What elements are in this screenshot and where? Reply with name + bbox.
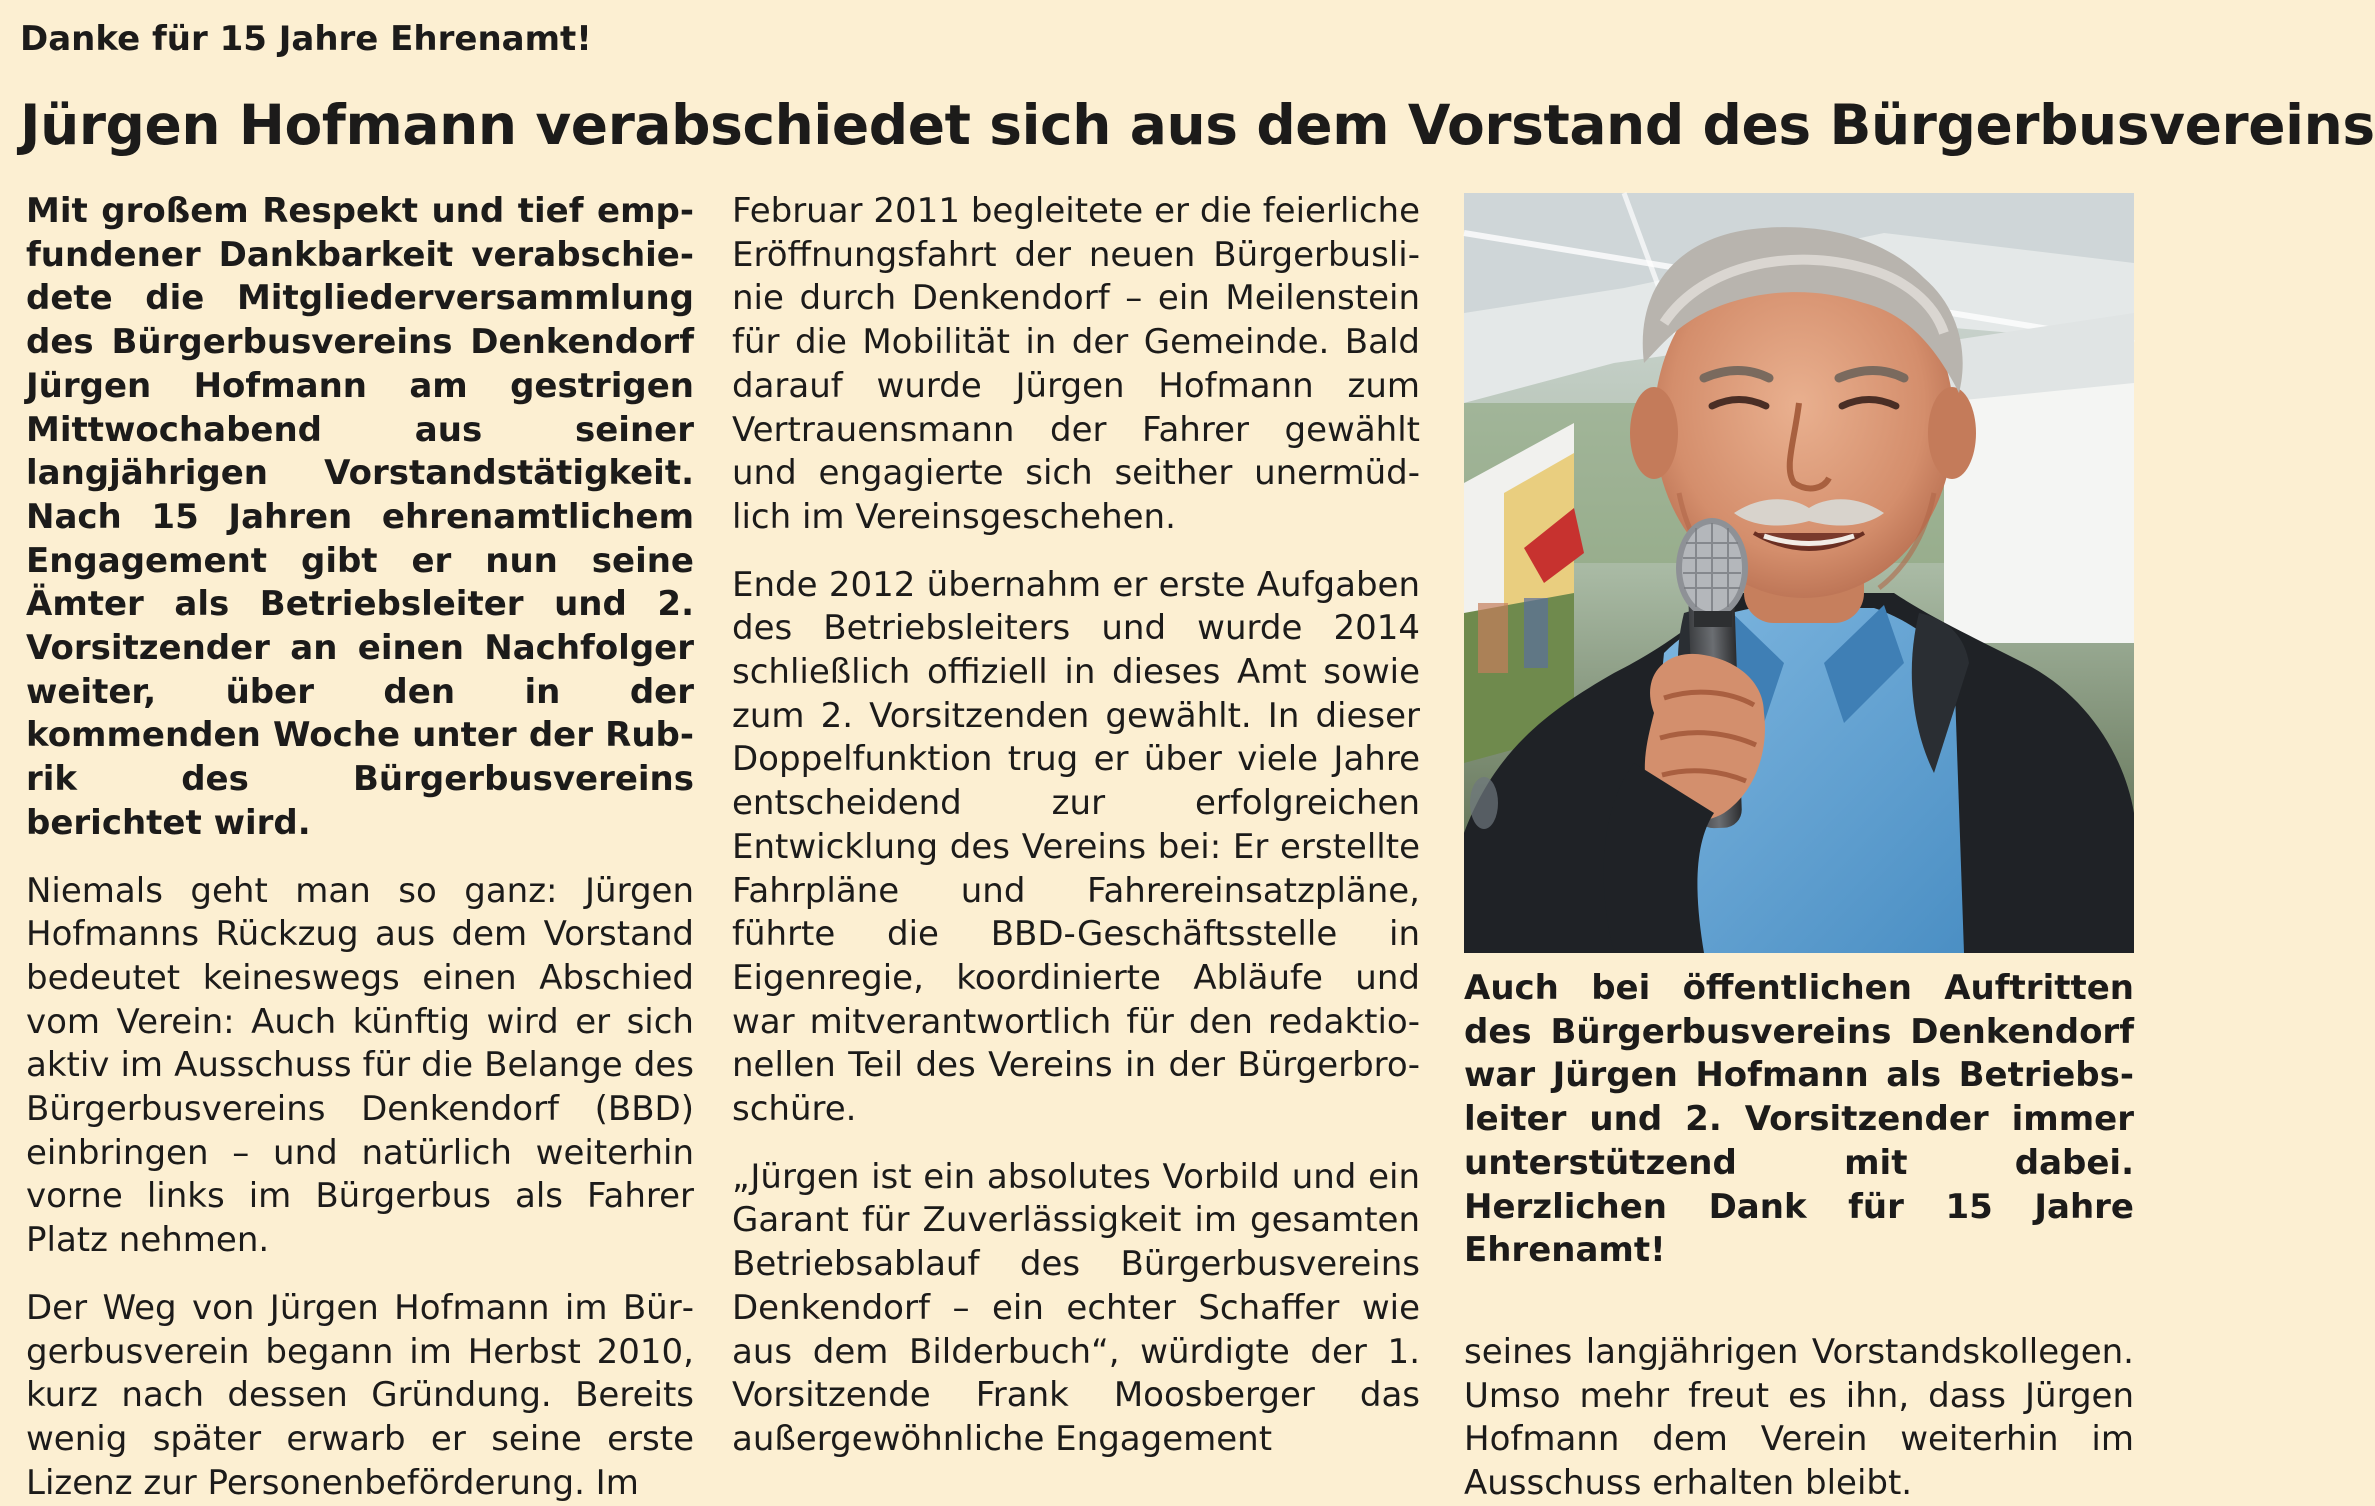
article-paragraph-4b: seines langjährigen Vorstandskollegen. Umso mehr freut es ihn, dass Jürgen Hofmann dem Verein weiterhin im Ausschuss erhalten bleibt. bbox=[1464, 1331, 2134, 1504]
article-kicker: Danke für 15 Jahre Ehrenamt! bbox=[20, 19, 592, 59]
article-column-3 bbox=[1464, 190, 2134, 1506]
portrait-photo bbox=[1464, 193, 2134, 953]
article-paragraph-1: Niemals geht man so ganz: Jürgen Hofmanns Rückzug aus dem Vorstand bedeutet keineswegs einen Abschied vom Verein: Auch künftig wird er sich aktiv im Ausschuss für die Belange des Bürgerbusvereins Denkendorf (BBD) einbringen – und natürlich weiterhin vorne links im Bürgerbus als Fahrer Platz nehmen. bbox=[26, 870, 694, 1261]
article-lead: Mit großem Respekt und tief empfundener Dankbarkeit verabschiedete die Mitgliederversammlung des Bürgerbusvereins Denkendorf Jürgen Hofmann am gestrigen Mittwochabend aus seiner langjährigen Vorstandstätigkeit. Nach 15 Jahren ehrenamtlichem Engagement gibt er nun seine Ämter als Betriebsleiter und 2. Vorsitzender an einen Nachfolger weiter, über den in der kommenden Woche unter der Rubrik des Bürgerbusvereins berichtet wird. bbox=[26, 191, 694, 843]
article-headline: Jürgen Hofmann verabschiedet sich aus dem Vorstand des Bürgerbusvereins bbox=[20, 93, 2375, 157]
article-paragraph-4a: „Jürgen ist ein absolutes Vorbild und ein Garant für Zuverlässigkeit im gesamten Betriebsablauf des Bürgerbusvereins Denkendorf – ein echter Schaffer wie aus dem Bilderbuch“, würdigte der 1. Vorsitzende Frank Moosberger das außergewöhnliche Engagement bbox=[732, 1156, 1420, 1459]
article-column-1 bbox=[26, 190, 694, 1505]
article-column-2 bbox=[732, 190, 1420, 1462]
photo-caption: Auch bei öffentlichen Auftritten des Bürgerbusvereins Denkendorf war Jürgen Hofmann als Betriebsleiter und 2. Vorsitzender immer unterstützend mit dabei. Herzlichen Dank für 15 Jahre Ehrenamt! bbox=[1464, 968, 2134, 1271]
article-paragraph-3: Ende 2012 übernahm er erste Aufgaben des Betriebsleiters und wurde 2014 schließlich offiziell in dieses Amt sowie zum 2. Vorsitzenden gewählt. In dieser Doppelfunktion trug er über viele Jahre entscheidend zur erfolgreichen Entwicklung des Vereins bei: Er erstellte Fahrpläne und Fahrereinsatzpläne, führte die BBD-Geschäftsstelle in Eigenregie, koordinierte Abläufe und war mitverantwortlich für den redaktionellen Teil des Vereins in der Bürgerbroschüre. bbox=[732, 564, 1420, 1130]
article-paragraph-2b: Februar 2011 begleitete er die feierliche Eröffnungsfahrt der neuen Bürgerbuslinie durch Denkendorf – ein Meilenstein für die Mobilität in der Gemeinde. Bald darauf wurde Jürgen Hofmann zum Vertrauensmann der Fahrer gewählt und engagierte sich seither unermüdlich im Vereinsgeschehen. bbox=[732, 191, 1420, 537]
man-with-microphone-image bbox=[1464, 193, 2134, 953]
article-paragraph-2a: Der Weg von Jürgen Hofmann im Bürgerbusverein begann im Herbst 2010, kurz nach dessen Gründung. Bereits wenig später erwarb er seine erste Lizenz zur Personenbeförderung. Im bbox=[26, 1287, 694, 1503]
